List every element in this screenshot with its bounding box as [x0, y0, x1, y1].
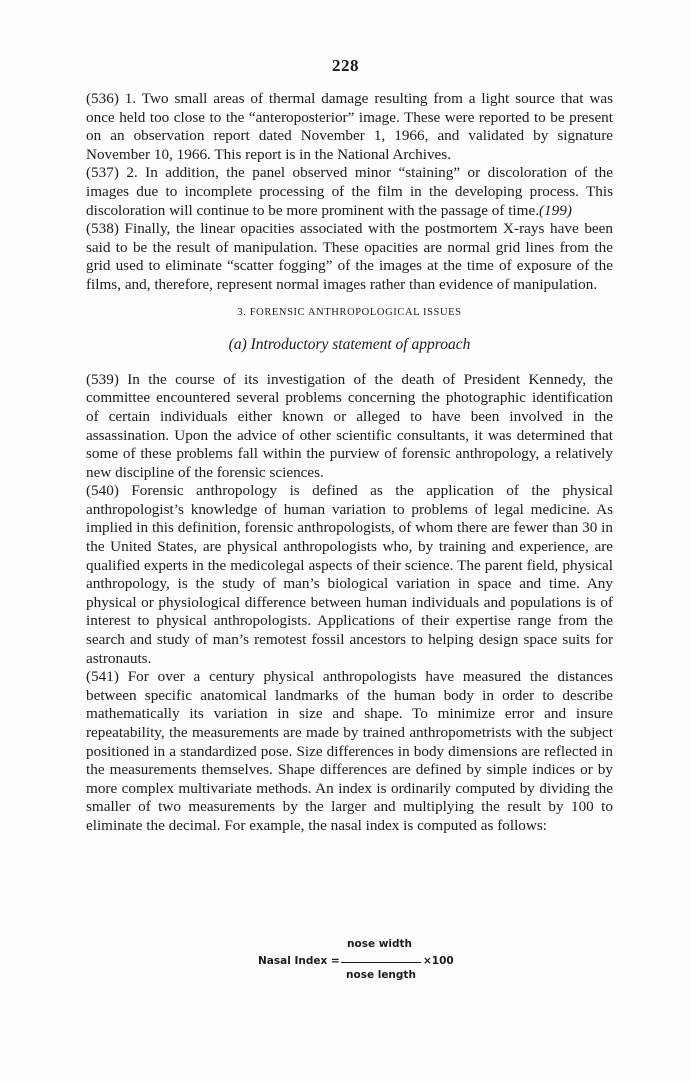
formula-fraction-bar — [341, 962, 421, 963]
paragraph-538: (538) Finally, the linear opacities associated with the postmortem X-rays have been said to be the result of manipulation. These opacities are normal grid lines from the grid used to eliminate “scatter fogging” of the images at the time of exposure of the films, and, therefore, represent normal images rather than evidence of manipulation. — [86, 220, 613, 293]
formula-multiplier: ×100 — [423, 955, 454, 967]
paragraph-540: (540) Forensic anthropology is defined as the application of the physical anthropologist’s knowledge of human variation to problems of legal medicine. As implied in this definition, forensic anthropologists, of whom there are fewer than 30 in the United States, are physical anthropologists who, by training and experience, are qualified experts in the medicolegal aspects of their science. The parent field, physical anthropology, is the study of man’s biological variation in space and time. Any physical or physiological difference between human individuals and populations is of interest to physical anthropologists. Applications of their expertise range from the search and study of man’s remotest fossil ancestors to helping design space suits for astronauts. — [86, 482, 613, 667]
paragraph-537-reference: (199) — [539, 201, 572, 219]
body-text — [86, 90, 613, 836]
paragraph-537 — [86, 164, 613, 220]
subsection-heading — [86, 336, 613, 355]
paragraph-536: (536) 1. Two small areas of thermal damage resulting from a light source that was once held too close to the “anteroposterior” image. These were reported to be present on an observation report dated November 1, 1966, and validated by signature November 10, 1966. This report is in the National Archives. — [86, 90, 613, 163]
formula-denominator: nose length — [346, 969, 416, 981]
subsection-title: Introductory statement of approach — [250, 336, 471, 354]
paragraph-537-text: (537) 2. In addition, the panel observed minor “staining” or discoloration of the images due to incomplete processing of the film in the developing process. This discoloration will continue to be more prominent with the passage of time. — [86, 164, 613, 219]
nasal-index-formula — [0, 938, 691, 986]
page-number: 228 — [332, 56, 359, 75]
subsection-letter: (a) — [228, 336, 247, 354]
paragraph-541: (541) For over a century physical anthropologists have measured the distances between specific anatomical landmarks of the human body in order to describe mathematically its variation in size and shape. To minimize error and insure repeatability, the measurements are made by trained anthropometrists with the subject positioned in a standardized pose. Size differences in body dimensions are reflected in the measurements themselves. Shape differences are defined by simple indices or by more complex multivariate methods. An index is ordinarily computed by dividing the smaller of two measurements by the larger and multiplying the result by 100 to eliminate the decimal. For example, the nasal index is computed as follows: — [86, 668, 613, 834]
formula-lhs: Nasal Index = — [258, 955, 340, 967]
section-heading: 3. FORENSIC ANTHROPOLOGICAL ISSUES — [237, 306, 462, 318]
paragraph-539: (539) In the course of its investigation of the death of President Kennedy, the committee encountered several problems concerning the photographic identification of certain individuals either known or alleged to have been involved in the assassination. Upon the advice of other scientific consultants, it was determined that some of these problems fall within the purview of forensic anthropology, a relatively new discipline of the forensic sciences. — [86, 370, 613, 481]
formula-numerator: nose width — [347, 938, 413, 950]
